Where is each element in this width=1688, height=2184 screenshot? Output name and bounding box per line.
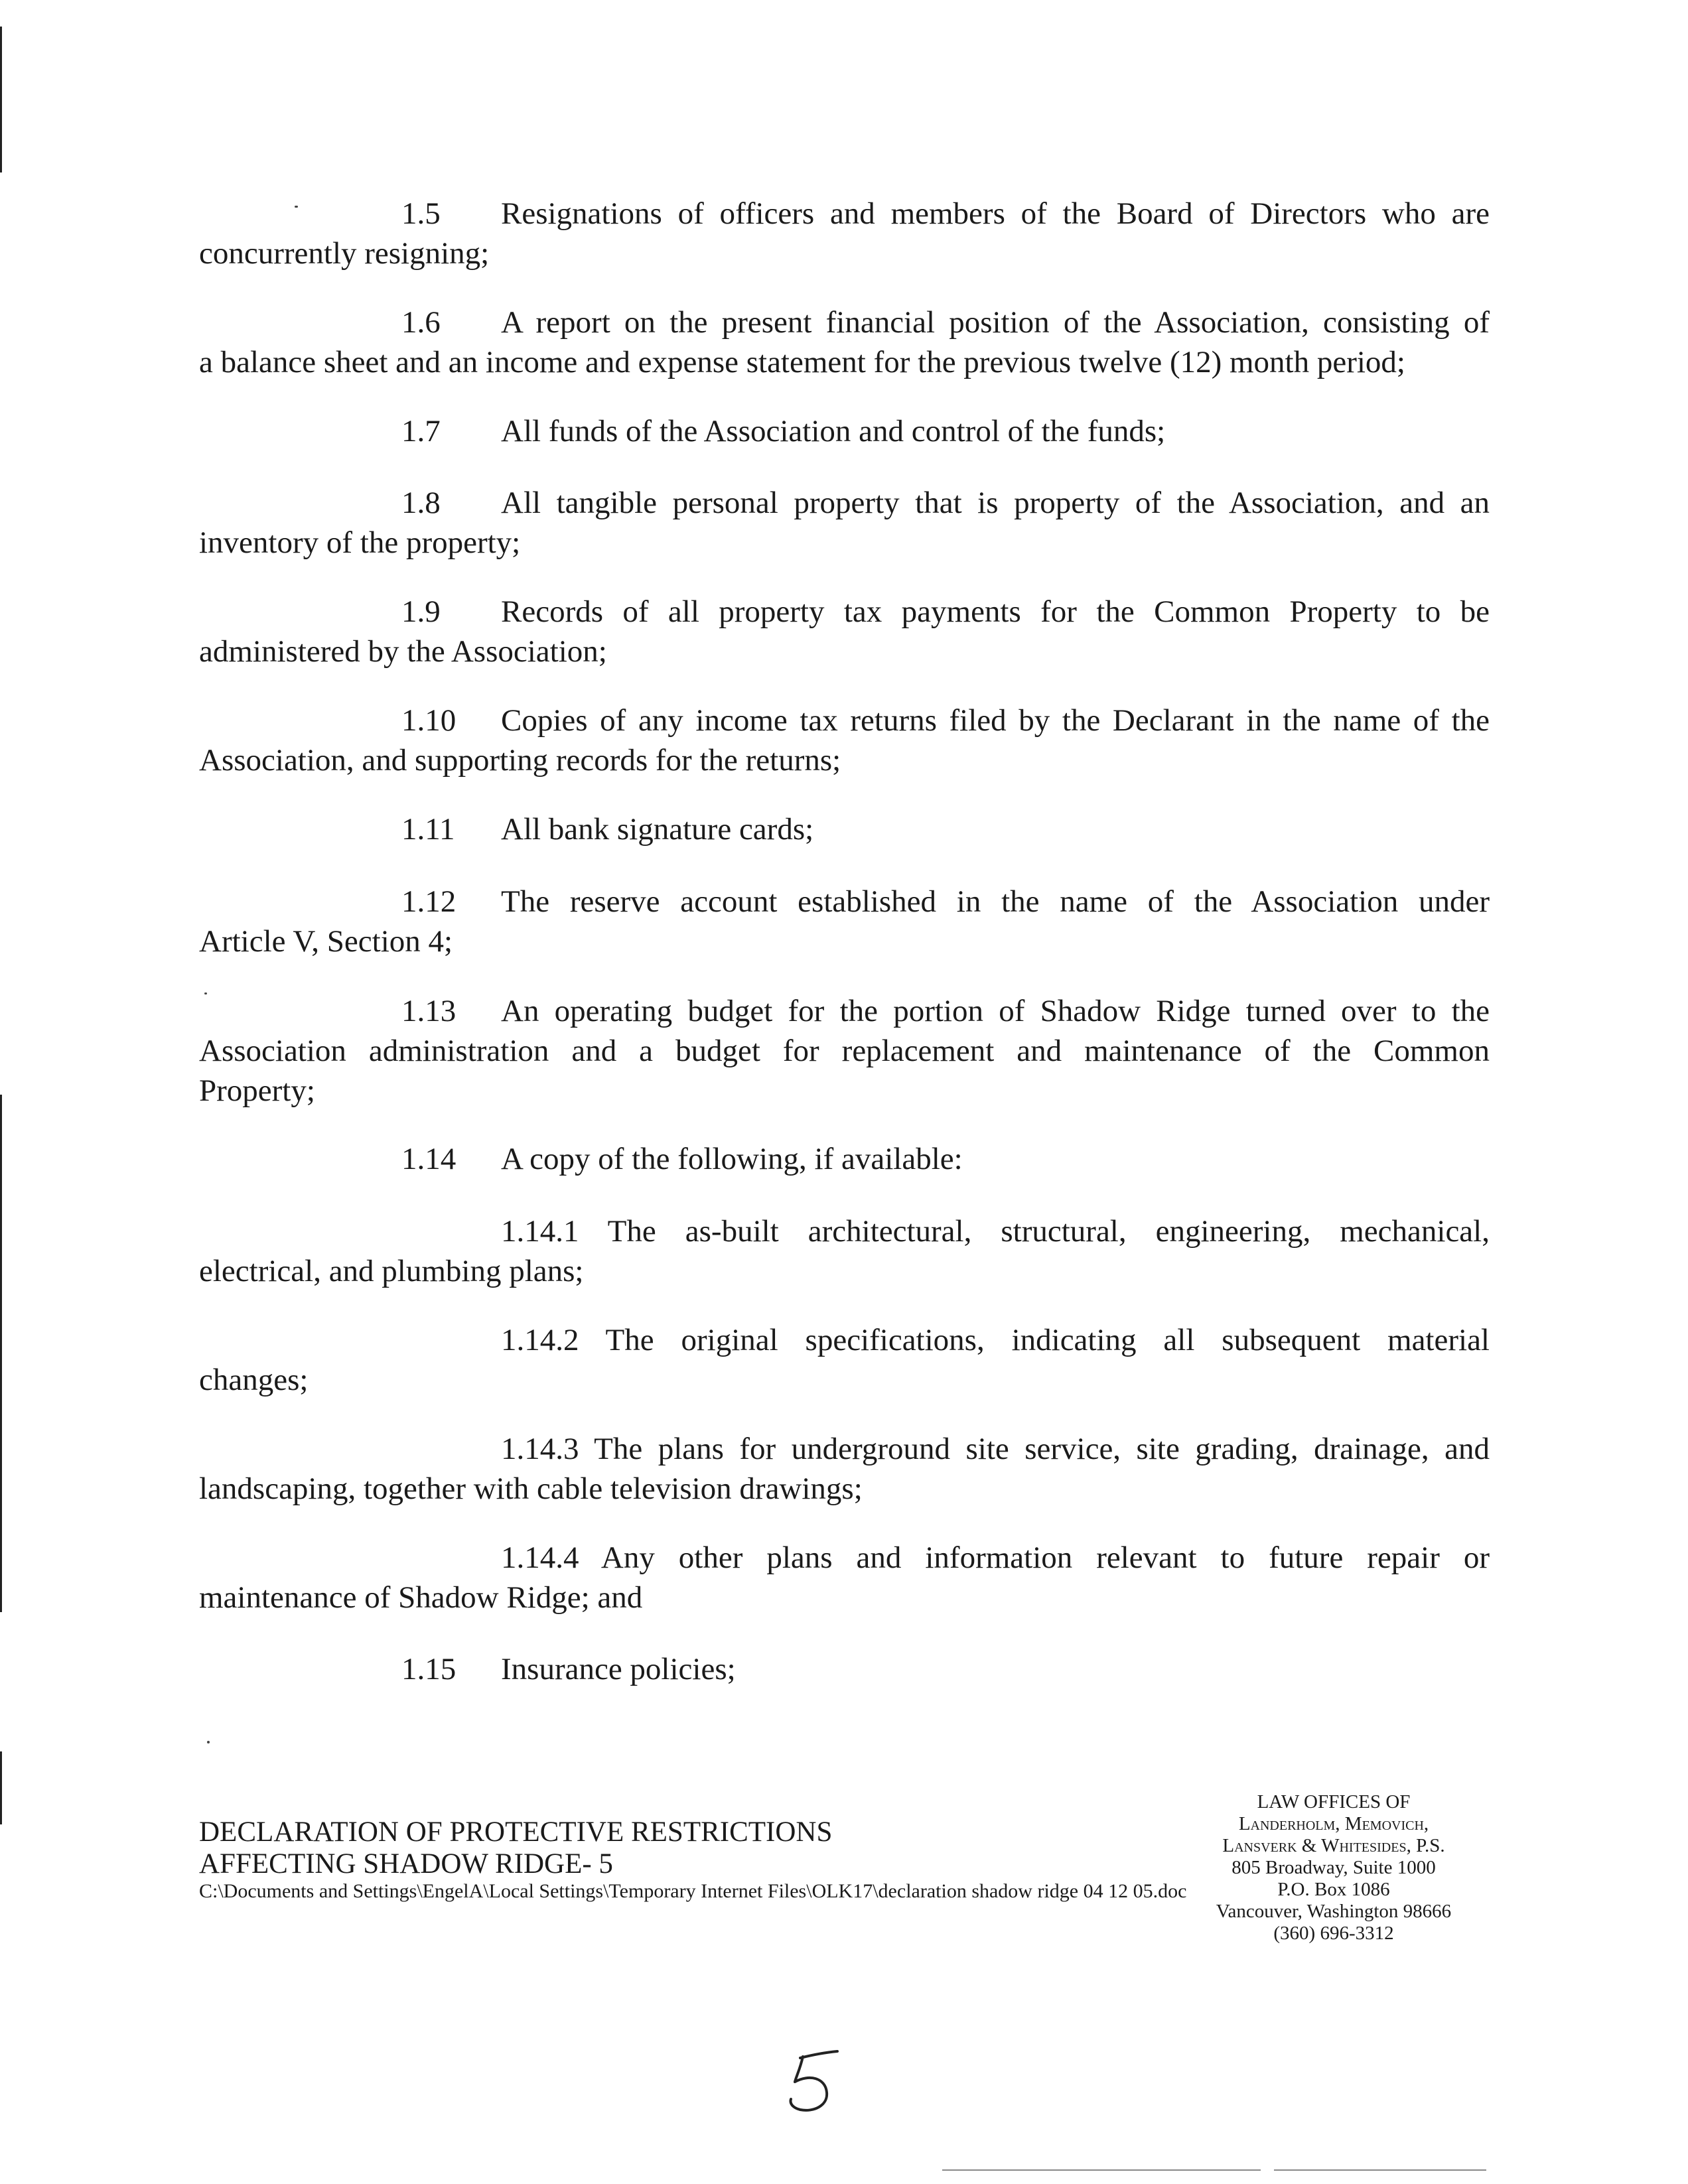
item-text: The as-built architectural, structural, engineering, mechanical, [607, 1214, 1490, 1249]
sub-list-item [199, 1320, 1490, 1400]
item-number: 1.15 [401, 1652, 457, 1686]
scan-edge-mark [0, 1751, 2, 1824]
item-number: 1.11 [401, 812, 455, 847]
list-item [199, 303, 1490, 382]
firm-line: LAW OFFICES OF [1257, 1791, 1411, 1812]
footer-title-line: AFFECTING SHADOW RIDGE- 5 [199, 1848, 613, 1879]
scan-speck [207, 1741, 210, 1743]
firm-line: Vancouver, Washington 98666 [1216, 1901, 1452, 1922]
item-number: 1.12 [401, 884, 457, 919]
item-text-continued: administered by the Association; [199, 634, 607, 669]
item-number: 1.14 [401, 1142, 457, 1176]
item-text: An operating budget for the portion of Shadow Ridge turned over to the [501, 994, 1490, 1028]
law-firm-block [1194, 1791, 1473, 1945]
list-item [199, 592, 1490, 671]
handwritten-page-number [776, 2043, 856, 2116]
item-number: 1.7 [401, 414, 441, 448]
item-text: The original specifications, indicating all subsequent material [605, 1323, 1490, 1357]
firm-line: Landerholm, Memovich, [1238, 1813, 1429, 1834]
scan-speck [204, 992, 207, 994]
list-item [199, 991, 1490, 1111]
item-number: 1.6 [401, 305, 441, 340]
item-text: Records of all property tax payments for the Common Property to be [501, 594, 1490, 629]
item-number: 1.14.2 [501, 1323, 579, 1357]
scan-rule [942, 2169, 1261, 2171]
scan-edge-mark [0, 27, 2, 172]
item-text-continued: Association, and supporting records for the returns; [199, 743, 841, 778]
item-text-continued: Property; [199, 1073, 315, 1108]
list-item [199, 1139, 1490, 1179]
footer-file-path: C:\Documents and Settings\EngelA\Local Settings\Temporary Internet Files\OLK17\declaration shadow ridge 04 12 05.doc [199, 1880, 1187, 1902]
item-text: A copy of the following, if available: [501, 1142, 963, 1176]
scan-rule [1274, 2169, 1486, 2171]
item-text: A report on the present financial position of the Association, consisting of [501, 305, 1490, 340]
item-text: All funds of the Association and control of the funds; [501, 414, 1166, 448]
sub-list-item [199, 1211, 1490, 1291]
footer-document-title [199, 1816, 832, 1880]
footer-title-line: DECLARATION OF PROTECTIVE RESTRICTIONS [199, 1816, 833, 1848]
item-text: The reserve account established in the name of the Association under [501, 884, 1490, 919]
item-number: 1.14.4 [501, 1540, 579, 1575]
sub-list-item [199, 1429, 1490, 1509]
item-number: 1.14.3 [501, 1432, 579, 1466]
list-item [199, 411, 1490, 451]
sub-list-item [199, 1538, 1490, 1617]
list-item [199, 882, 1490, 961]
item-text: All bank signature cards; [501, 812, 814, 847]
item-number: 1.9 [401, 594, 441, 629]
item-text-continued: Article V, Section 4; [199, 924, 453, 959]
list-item [199, 194, 1490, 273]
item-text: The plans for underground site service, site grading, drainage, and [594, 1432, 1490, 1466]
item-number: 1.10 [401, 703, 457, 738]
item-number: 1.5 [401, 196, 441, 231]
item-text: Resignations of officers and members of the Board of Directors who are [501, 196, 1490, 231]
item-text-continued: landscaping, together with cable television drawings; [199, 1471, 863, 1506]
item-number: 1.13 [401, 994, 457, 1028]
firm-line: Lansverk & Whitesides, P.S. [1222, 1835, 1445, 1856]
item-text-continued: electrical, and plumbing plans; [199, 1254, 584, 1288]
item-text: Copies of any income tax returns filed by the Declarant in the name of the [501, 703, 1490, 738]
list-item [199, 483, 1490, 563]
scan-speck [295, 206, 298, 208]
item-text-continued: concurrently resigning; [199, 236, 490, 271]
firm-line: 805 Broadway, Suite 1000 [1231, 1857, 1436, 1878]
firm-line: (360) 696-3312 [1273, 1923, 1394, 1944]
firm-line: P.O. Box 1086 [1277, 1879, 1390, 1900]
scan-edge-mark [0, 1095, 2, 1612]
item-number: 1.8 [401, 486, 441, 520]
item-number: 1.14.1 [501, 1214, 579, 1249]
item-text: Any other plans and information relevant to future repair or [600, 1540, 1490, 1575]
list-item [199, 701, 1490, 780]
item-text-continued: Association administration and a budget for replacement and maintenance of the Common [199, 1034, 1490, 1068]
list-item [199, 1649, 1490, 1689]
list-item [199, 809, 1490, 849]
item-text-continued: maintenance of Shadow Ridge; and [199, 1580, 643, 1615]
item-text: All tangible personal property that is property of the Association, and an [501, 486, 1490, 520]
item-text-continued: inventory of the property; [199, 525, 521, 560]
item-text-continued: changes; [199, 1363, 309, 1397]
item-text-continued: a balance sheet and an income and expense statement for the previous twelve (12) month period; [199, 345, 1405, 379]
item-text: Insurance policies; [501, 1652, 736, 1686]
